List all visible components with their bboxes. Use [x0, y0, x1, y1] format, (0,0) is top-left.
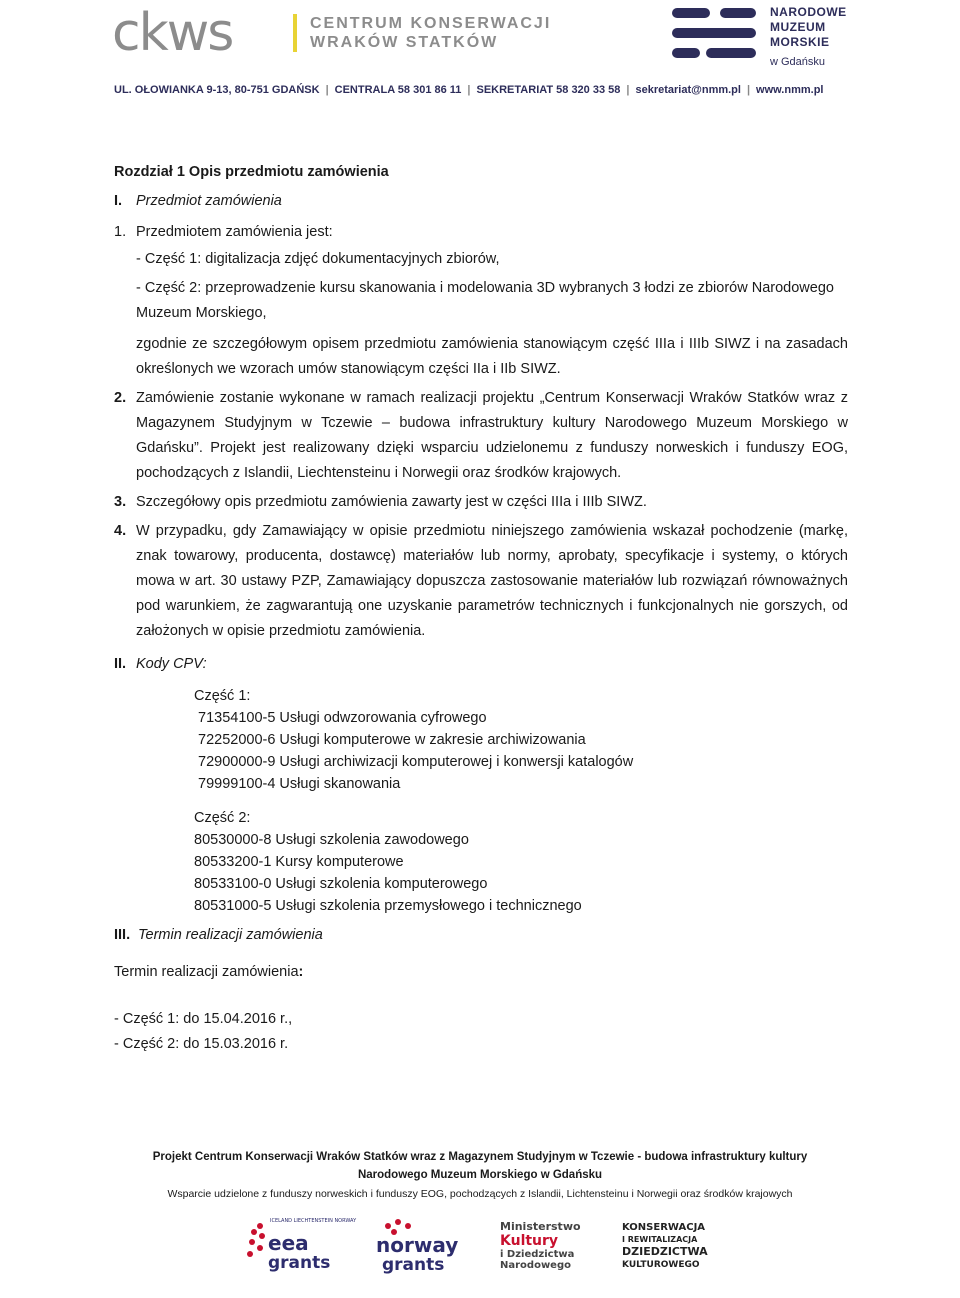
contact-separator: | — [467, 84, 471, 96]
section-2-heading — [114, 652, 848, 677]
paragraph-4 — [114, 519, 848, 644]
section-2-number: II. — [114, 656, 127, 672]
norway-logo-grants: grants — [382, 1255, 445, 1275]
ckws-logo — [112, 3, 302, 63]
paragraph-2 — [114, 386, 848, 486]
contact-line — [114, 84, 854, 96]
section-1-heading — [114, 189, 848, 214]
deadline-list — [114, 1007, 848, 1057]
ministry-logo-line2: Kultury — [500, 1233, 559, 1249]
nmm-city: w Gdańsku — [770, 56, 826, 68]
section-2-title: Kody CPV: — [136, 656, 207, 672]
nmm-line3: MORSKIE — [770, 35, 830, 49]
deadline-part-2: - Część 2: do 15.03.2016 r. — [114, 1036, 289, 1052]
sponsor-logos — [0, 1212, 960, 1278]
section-3-number: III. — [114, 927, 131, 943]
contact-website[interactable]: www.nmm.pl — [756, 84, 824, 96]
norway-logo-word: norway — [376, 1233, 459, 1257]
paragraph-1 — [114, 220, 848, 245]
heritage-logo-line3: DZIEDZICTWA — [622, 1245, 708, 1258]
cpv-code: 80530000-8 Usługi szkolenia zawodowego — [194, 832, 469, 848]
cpv-code: 72900000-9 Usługi archiwizacji komputerowej i konwersji katalogów — [198, 754, 634, 770]
paragraph-4-number: 4. — [114, 523, 127, 539]
paragraph-3 — [114, 490, 848, 515]
nmm-line1: NARODOWE — [770, 5, 847, 19]
contact-separator: | — [746, 84, 751, 96]
nmm-name — [770, 5, 847, 50]
paragraph-3-text: Szczegółowy opis przedmiotu zamówienia zawarty jest w części IIIa i IIIb SIWZ. — [136, 494, 647, 510]
deadline-label-colon: : — [298, 964, 304, 980]
ministry-culture-logo — [496, 1212, 586, 1276]
cpv-part-1-label: Część 1: — [194, 688, 251, 704]
section-1-title: Przedmiot zamówienia — [136, 193, 282, 209]
deadline-label — [114, 960, 848, 985]
nmm-logo-mark — [670, 6, 760, 70]
ministry-logo-line3: i Dziedzictwa — [500, 1249, 575, 1260]
cpv-code: 80533100-0 Usługi szkolenia komputerowego — [194, 876, 488, 892]
bullet-part-1: - Część 1: digitalizacja zdjęć dokumentacyjnych zbiorów, — [136, 251, 500, 267]
cpv-part-2-label: Część 2: — [194, 810, 251, 826]
eea-logo-grants: grants — [268, 1253, 331, 1273]
contact-secretariat: SEKRETARIAT 58 320 33 58 — [476, 84, 621, 96]
footer-funding: Wsparcie udzielone z funduszy norweskich i funduszy EOG, pochodzących z Islandii, Lichtensteinu i Norwegii oraz środków krajowych — [167, 1188, 793, 1200]
paragraph-1-number: 1. — [114, 224, 127, 240]
ckws-logo-text: ckws — [112, 3, 233, 63]
paragraph-4-text: W przypadku, gdy Zamawiający w opisie przedmiotu niniejszego zamówienia wskazał pochodzenie (markę, znak towarowy, producenta, dostawcę) materiałów lub normy, aprobaty, specyfikacje i systemy, o których mowa w art. 30 ustawy PZP, Zamawiający dopuszcza zastosowanie materiałów lub rozwiązań równoważnych pod warunkiem, że zagwarantują one uzyskanie parametrów technicznych i funkcjonalnych nie gorszych, od założonych w opisie przedmiotu zamówienia. — [136, 523, 848, 639]
ministry-logo-line1: Ministerstwo — [500, 1220, 581, 1233]
footer-project-line2: Narodowego Muzeum Morskiego w Gdańsku — [357, 1169, 603, 1181]
cpv-code: 80533200-1 Kursy komputerowe — [194, 854, 404, 870]
contact-address: UL. OŁOWIANKA 9-13, 80-751 GDAŃSK — [114, 84, 320, 96]
nmm-line2: MUZEUM — [770, 20, 826, 34]
section-1-number: I. — [114, 193, 123, 209]
chapter-title: Rozdział 1 Opis przedmiotu zamówienia — [114, 164, 389, 180]
paragraph-2-text: Zamówienie zostanie wykonane w ramach realizacji projektu „Centrum Konserwacji Wraków Statków wraz z Magazynem Studyjnym w Tczewie – budowa infrastruktury kultury Narodowego Muzeum Morskiego w Gdańsku”. Projekt jest realizowany dzięki wsparciu udzielonemu z funduszy norweskich i funduszy EOG, pochodzących z Islandii, Liechtensteinu i Norwegii oraz środków krajowych. — [136, 390, 848, 481]
heritage-logo-line1: KONSERWACJA — [622, 1222, 706, 1233]
paragraph-1-tail: zgodnie ze szczegółowym opisem przedmiotu zamówienia stanowiącym część IIIa i IIIb SIWZ i na zasadach określonych we wzorach umów stanowiącym części IIa i IIb SIWZ. — [136, 336, 848, 377]
cpv-code: 71354100-5 Usługi odwzorowania cyfrowego — [198, 710, 487, 726]
cpv-part-1 — [114, 685, 848, 795]
deadline-label-text: Termin realizacji zamówienia — [114, 964, 299, 980]
contact-email[interactable]: sekretariat@nmm.pl — [635, 84, 741, 96]
heritage-program-logo — [618, 1212, 708, 1276]
cpv-code: 72252000-6 Usługi komputerowe w zakresie archiwizowania — [198, 732, 586, 748]
eea-grants-logo — [240, 1212, 357, 1276]
bullet-part-2: - Część 2: przeprowadzenie kursu skanowania i modelowania 3D wybranych 3 łodzi ze zbiorów Narodowego Muzeum Morskiego, — [136, 280, 834, 321]
paragraph-3-number: 3. — [114, 494, 127, 510]
cpv-code: 79999100-4 Usługi skanowania — [198, 776, 401, 792]
contact-separator: | — [626, 84, 630, 96]
cpv-code: 80531000-5 Usługi szkolenia przemysłowego i technicznego — [194, 898, 582, 914]
ministry-logo-line4: Narodowego — [500, 1260, 571, 1271]
deadline-part-1: - Część 1: do 15.04.2016 r., — [114, 1011, 293, 1027]
ckws-name — [310, 14, 551, 52]
eea-logo-countries: ICELAND LIECHTENSTEIN NORWAY — [270, 1218, 357, 1224]
heritage-logo-line4: KULTUROWEGO — [622, 1260, 700, 1270]
contact-central: CENTRALA 58 301 86 11 — [334, 84, 462, 96]
ckws-divider — [293, 14, 297, 52]
ckws-name-line1: CENTRUM KONSERWACJI — [310, 15, 552, 32]
section-3-heading — [114, 923, 848, 948]
letterhead — [0, 0, 960, 110]
norway-grants-logo — [368, 1212, 458, 1276]
contact-separator: | — [325, 84, 329, 96]
eea-logo-word: eea — [268, 1231, 309, 1255]
paragraph-1-text: Przedmiotem zamówienia jest: — [136, 224, 333, 240]
section-3-title: Termin realizacji zamówienia — [138, 927, 323, 943]
ckws-name-line2: WRAKÓW STATKÓW — [310, 34, 499, 51]
cpv-part-2 — [114, 807, 848, 917]
heritage-logo-line2: I REWITALIZACJA — [622, 1235, 698, 1244]
footer-project-line1: Projekt Centrum Konserwacji Wraków Statków wraz z Magazynem Studyjnym w Tczewie - budowa infrastruktury kultury — [152, 1151, 808, 1163]
document-body — [114, 160, 848, 1057]
footer — [0, 1148, 960, 1202]
paragraph-2-number: 2. — [114, 390, 127, 406]
